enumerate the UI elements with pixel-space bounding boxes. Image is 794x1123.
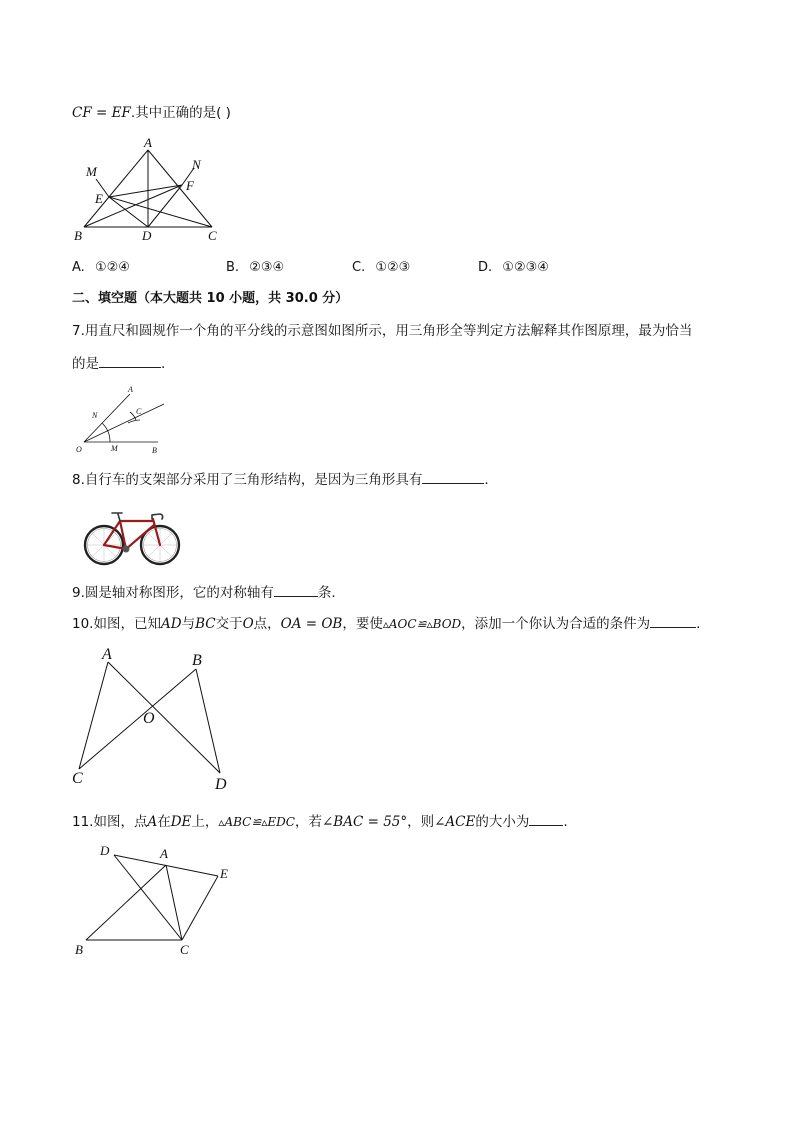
- q10-label-D: D: [215, 776, 227, 793]
- option-letter: C.: [352, 260, 366, 275]
- q6-label-B: B: [74, 228, 82, 243]
- option-letter: D.: [478, 260, 493, 275]
- q11-label-E: E: [220, 866, 228, 881]
- q11-label-D: D: [100, 843, 110, 858]
- q6-figure: [70, 135, 230, 245]
- q7-ray-OA: [84, 394, 130, 442]
- q8-end: .: [484, 472, 489, 488]
- q7-label-C: C: [136, 407, 142, 416]
- q10-end: .: [696, 616, 701, 632]
- q7-answer-blank[interactable]: [99, 353, 161, 368]
- q6-seg-EF: [109, 185, 182, 197]
- q11-end: .: [563, 814, 568, 830]
- q10-math: O: [242, 616, 254, 632]
- q11-text-part: 的大小为: [475, 814, 530, 830]
- q8-text: [72, 469, 489, 489]
- option-letter: A.: [72, 260, 85, 275]
- q9-text: [72, 582, 336, 602]
- q7-line2: [72, 353, 165, 373]
- q7-figure: [72, 382, 172, 457]
- q11-text-part: 上，: [191, 814, 219, 830]
- q6-seg-ED: [109, 197, 148, 227]
- q10-label-A: A: [102, 646, 112, 663]
- q9-answer-blank[interactable]: [274, 582, 318, 597]
- q9-end: 条.: [317, 585, 336, 601]
- bicycle-frame: [104, 519, 160, 549]
- bicycle-crank: [123, 546, 130, 553]
- q10-text-part: ，添加一个你认为合适的条件为: [461, 616, 651, 632]
- q10-math: AD: [160, 616, 182, 632]
- q10-label-C: C: [72, 770, 83, 787]
- q6-seg-AB: [84, 150, 148, 227]
- option-text: ①②③④: [502, 260, 549, 275]
- q10-text: [72, 613, 700, 633]
- section-heading: 二、填空题（本大题共 10 小题，共 30.0 分）: [72, 291, 349, 306]
- q11-seg-AC: [166, 865, 182, 940]
- q11-label-A: A: [160, 846, 168, 861]
- q6-stem-math: CF = EF: [72, 105, 131, 121]
- q10-label-B: B: [192, 652, 202, 669]
- q6-seg-FD: [148, 185, 182, 227]
- q6-option-a[interactable]: [72, 260, 130, 275]
- bicycle-image: [80, 505, 184, 569]
- q10-seg-AD: [108, 662, 220, 773]
- q7-line2-text: 的是: [72, 356, 99, 372]
- q11-figure: [72, 840, 242, 960]
- q7-label-O: O: [76, 445, 82, 454]
- q10-text-part: 与: [181, 616, 196, 632]
- q10-math: ▵AOC≌▵BOD: [382, 617, 462, 631]
- q7-ray-OC: [84, 404, 164, 442]
- q11-seg-EC: [182, 876, 218, 940]
- q6-label-C: C: [208, 228, 217, 243]
- q10-text-part: 10.如图，已知: [72, 616, 161, 632]
- q9-text-main: 9.圆是轴对称图形，它的对称轴有: [72, 585, 274, 601]
- q11-seg-DC: [114, 855, 182, 940]
- q10-math: BC: [195, 616, 216, 632]
- q6-option-c[interactable]: [352, 260, 410, 275]
- q7-label-M: M: [111, 444, 118, 453]
- q11-text-part: 11.如图，点: [72, 814, 148, 830]
- q11-text-part: ，则: [407, 814, 435, 830]
- q10-seg-AC: [79, 662, 108, 769]
- q6-option-d[interactable]: [478, 260, 549, 275]
- q11-text: [72, 811, 568, 831]
- q8-answer-blank[interactable]: [422, 469, 484, 484]
- q11-answer-blank[interactable]: [529, 811, 563, 826]
- q10-seg-BC: [79, 669, 196, 769]
- q7-end: .: [161, 356, 166, 372]
- q8-text-main: 8.自行车的支架部分采用了三角形结构，是因为三角形具有: [72, 472, 423, 488]
- q6-label-F: F: [186, 178, 194, 193]
- q7-label-N: N: [92, 411, 98, 420]
- q10-label-O: O: [143, 710, 155, 727]
- bicycle-seatpost: [118, 514, 120, 521]
- q6-stem-text: .其中正确的是( ): [130, 105, 231, 121]
- q11-math: ▵ABC≌▵EDC: [218, 815, 295, 829]
- option-text: ①②④: [94, 260, 130, 275]
- q11-text-part: ，若: [294, 814, 322, 830]
- q11-label-B: B: [75, 942, 83, 957]
- q6-label-A: A: [144, 135, 152, 150]
- q11-math: DE: [170, 814, 192, 830]
- q11-seg-BA: [86, 865, 166, 940]
- q7-line1: 7.用直尺和圆规作一个角的平分线的示意图如图所示，用三角形全等判定方法解释其作图原理，最为恰当: [72, 323, 693, 339]
- q6-option-b[interactable]: [226, 260, 284, 275]
- q10-math: OA = OB: [280, 616, 343, 632]
- q7-label-A: A: [128, 385, 133, 394]
- q10-seg-BD: [196, 669, 220, 773]
- option-letter: B.: [226, 260, 240, 275]
- option-text: ②③④: [249, 260, 285, 275]
- option-text: ①②③: [375, 260, 411, 275]
- q11-math: A: [147, 814, 158, 830]
- q6-label-E: E: [95, 191, 103, 206]
- q11-label-C: C: [180, 942, 189, 957]
- q7-label-B: B: [152, 446, 157, 455]
- q11-text-part: 在: [157, 814, 171, 830]
- q10-answer-blank[interactable]: [650, 613, 696, 628]
- q11-math: ∠ACE: [434, 814, 476, 830]
- q11-math: ∠BAC = 55°: [321, 814, 408, 830]
- q10-text-part: 点，: [253, 616, 281, 632]
- q10-text-part: 交于: [215, 616, 243, 632]
- q6-label-N: N: [192, 157, 201, 172]
- q6-label-D: D: [142, 228, 152, 243]
- q10-figure: [70, 645, 240, 795]
- q6-stem: [72, 104, 231, 122]
- q10-text-part: ，要使: [342, 616, 383, 632]
- q6-label-M: M: [86, 164, 97, 179]
